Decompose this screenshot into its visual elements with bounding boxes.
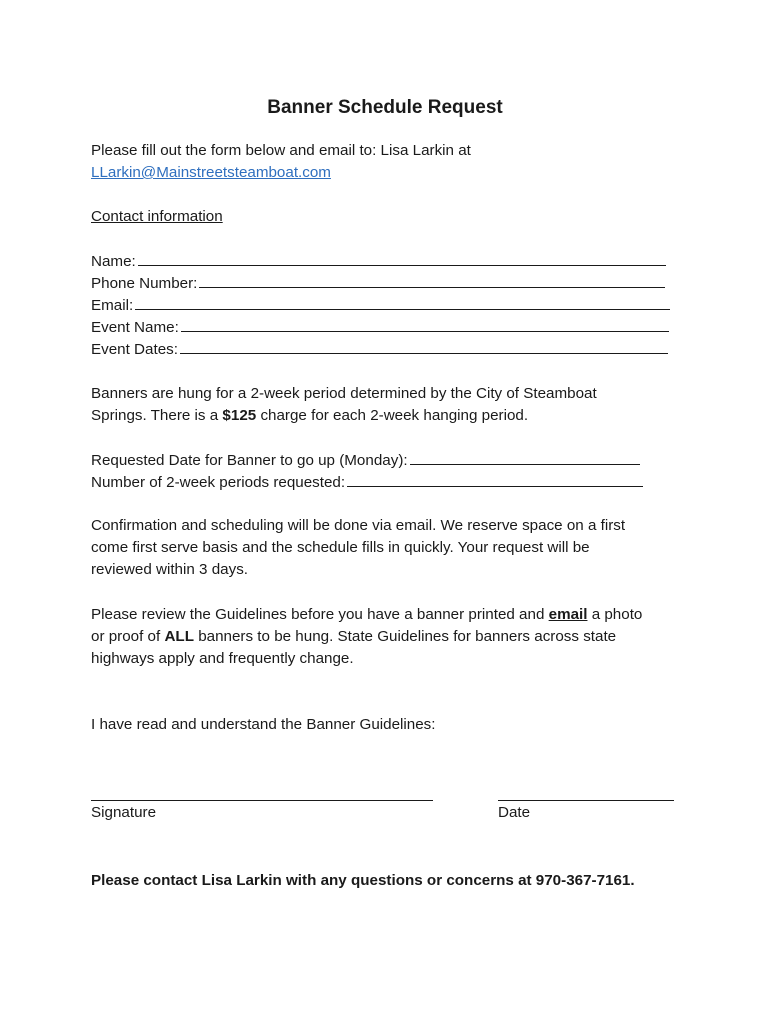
guidelines-line-1-pre: Please review the Guidelines before you have a banner printed and bbox=[91, 606, 549, 623]
event-name-field bbox=[91, 316, 670, 338]
periods-count-field bbox=[91, 471, 643, 493]
intro-paragraph bbox=[91, 140, 471, 184]
name-blank[interactable] bbox=[138, 250, 666, 266]
event-dates-label: Event Dates: bbox=[91, 341, 178, 358]
event-name-blank[interactable] bbox=[181, 316, 669, 332]
contact-footer: Please contact Lisa Larkin with any questions or concerns at 970-367-7161. bbox=[91, 872, 635, 889]
email-field bbox=[91, 294, 670, 316]
guidelines-line-2 bbox=[91, 626, 642, 648]
requested-date-blank[interactable] bbox=[410, 449, 640, 465]
period-line-2-pre: Springs. There is a bbox=[91, 407, 223, 424]
guidelines-line-2-post: banners to be hung. State Guidelines for banners across state bbox=[193, 628, 617, 645]
guidelines-paragraph bbox=[91, 604, 642, 670]
periods-count-label: Number of 2-week periods requested: bbox=[91, 474, 346, 491]
name-field bbox=[91, 250, 670, 272]
phone-label: Phone Number: bbox=[91, 275, 198, 292]
guidelines-line-3: highways apply and frequently change. bbox=[91, 650, 354, 667]
signature-line[interactable] bbox=[91, 800, 433, 801]
period-line-2-post: charge for each 2-week hanging period. bbox=[256, 407, 529, 424]
confirmation-line-2: come first serve basis and the schedule fills in quickly. Your request will be bbox=[91, 539, 590, 556]
requested-date-label: Requested Date for Banner to go up (Monday): bbox=[91, 452, 408, 469]
price-text: $125 bbox=[222, 407, 257, 424]
email-blank[interactable] bbox=[135, 294, 670, 310]
guidelines-line-2-pre: or proof of bbox=[91, 628, 165, 645]
phone-blank[interactable] bbox=[199, 272, 665, 288]
email-emphasis: email bbox=[548, 606, 588, 623]
date-label: Date bbox=[498, 804, 531, 821]
email-link[interactable]: LLarkin@Mainstreetsteamboat.com bbox=[91, 164, 331, 181]
period-line-2 bbox=[91, 405, 597, 427]
page-title: Banner Schedule Request bbox=[267, 97, 503, 118]
acknowledge-text: I have read and understand the Banner Guidelines: bbox=[91, 716, 436, 733]
guidelines-line-1-post: a photo bbox=[587, 606, 643, 623]
confirmation-paragraph bbox=[91, 515, 625, 581]
event-name-label: Event Name: bbox=[91, 319, 179, 336]
periods-count-blank[interactable] bbox=[347, 471, 643, 487]
period-paragraph bbox=[91, 383, 597, 427]
intro-text: Please fill out the form below and email to: Lisa Larkin at bbox=[91, 142, 471, 159]
email-label: Email: bbox=[91, 297, 134, 314]
date-line[interactable] bbox=[498, 800, 674, 801]
phone-field bbox=[91, 272, 670, 294]
confirmation-line-3: reviewed within 3 days. bbox=[91, 561, 249, 578]
period-line-1: Banners are hung for a 2-week period determined by the City of Steamboat bbox=[91, 385, 597, 402]
signature-label: Signature bbox=[91, 804, 157, 821]
request-fields bbox=[91, 449, 643, 493]
confirmation-line-1: Confirmation and scheduling will be done via email. We reserve space on a first bbox=[91, 517, 626, 534]
guidelines-line-1 bbox=[91, 604, 642, 626]
event-dates-field bbox=[91, 338, 670, 360]
requested-date-field bbox=[91, 449, 643, 471]
contact-fields bbox=[91, 250, 670, 360]
name-label: Name: bbox=[91, 253, 136, 270]
contact-heading: Contact information bbox=[91, 208, 223, 225]
event-dates-blank[interactable] bbox=[180, 338, 668, 354]
all-emphasis: ALL bbox=[164, 628, 194, 645]
